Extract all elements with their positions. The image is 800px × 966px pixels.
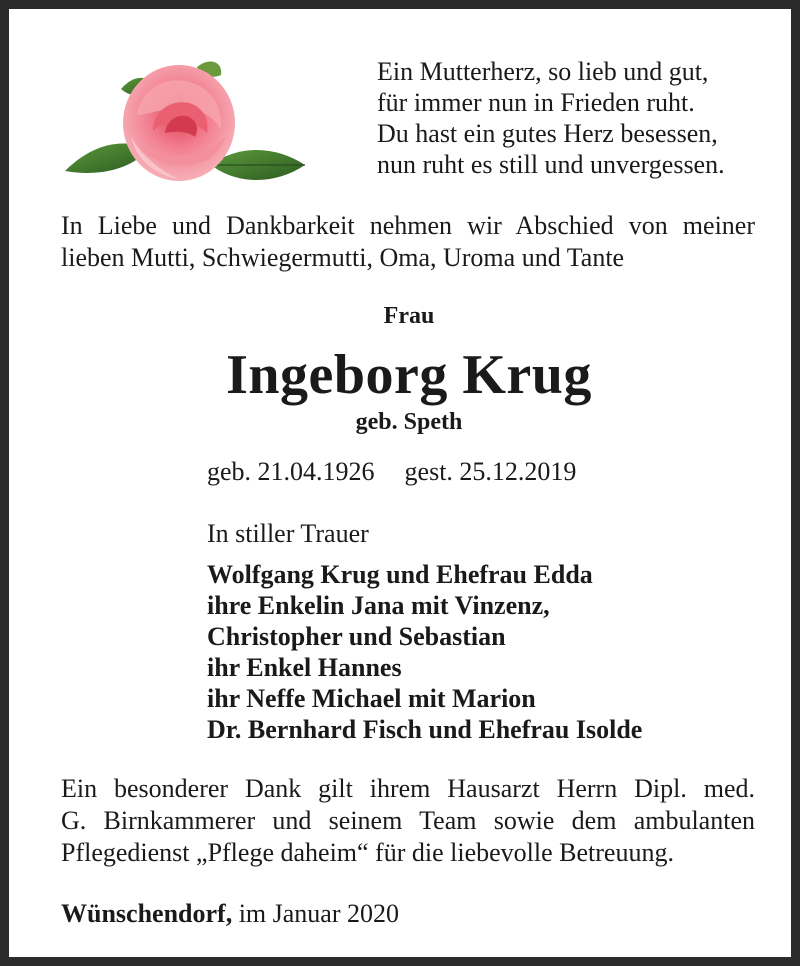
thanks-line: G. Birnkammerer und seinem Team sowie dem ambulanten <box>61 806 755 835</box>
rose-icon <box>61 53 311 198</box>
mourning-heading: In stiller Trauer <box>207 519 369 548</box>
intro-line: In Liebe und Dankbarkeit nehmen wir Abschied von meiner <box>61 211 755 240</box>
mourner: ihr Enkel Hannes <box>207 653 402 682</box>
mourner: Christopher und Sebastian <box>207 622 506 651</box>
thanks-line: Ein besonderer Dank gilt ihrem Hausarzt Herrn Dipl. med. <box>61 774 755 803</box>
birth-date: geb. 21.04.1926 <box>207 457 375 486</box>
date: im Januar 2020 <box>232 899 400 928</box>
salutation: Frau <box>383 303 435 329</box>
place-date <box>61 899 399 929</box>
poem-line: nun ruht es still und unvergessen. <box>377 150 725 179</box>
poem <box>377 56 725 180</box>
mourner: ihr Neffe Michael mit Marion <box>207 684 536 713</box>
thanks-line: Pflegedienst „Pflege daheim“ für die liebevolle Betreuung. <box>61 838 674 867</box>
poem-line: Ein Mutterherz, so lieb und gut, <box>377 57 709 86</box>
deceased-name: Ingeborg Krug <box>226 344 592 406</box>
maiden-name: geb. Speth <box>355 409 463 435</box>
mourner: ihre Enkelin Jana mit Vinzenz, <box>207 591 550 620</box>
intro-text <box>61 210 755 274</box>
thanks-text <box>61 773 755 869</box>
mourner: Dr. Bernhard Fisch und Ehefrau Isolde <box>207 715 643 744</box>
place: Wünschendorf, <box>61 899 233 928</box>
life-dates <box>207 457 576 487</box>
poem-line: Du hast ein gutes Herz besessen, <box>377 119 718 148</box>
intro-line: lieben Mutti, Schwiegermutti, Oma, Uroma und Tante <box>61 243 625 272</box>
death-date: gest. 25.12.2019 <box>404 457 577 486</box>
mourners-list <box>207 559 642 745</box>
poem-line: für immer nun in Frieden ruht. <box>377 88 695 117</box>
mourner: Wolfgang Krug und Ehefrau Edda <box>207 560 593 589</box>
